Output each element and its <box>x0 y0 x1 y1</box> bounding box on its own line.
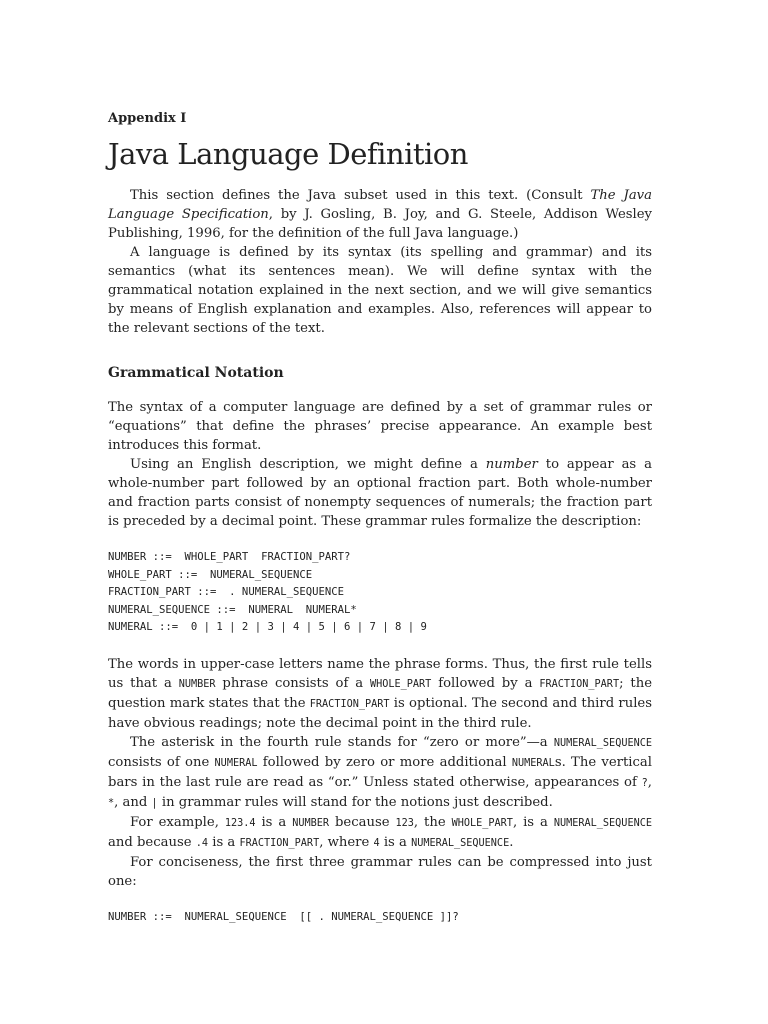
document-page <box>108 111 652 927</box>
section-heading: Grammatical Notation <box>108 365 284 381</box>
grammar-rule: WHOLE_PART ::= NUMERAL_SEQUENCE <box>108 568 313 581</box>
intro-paragraph-1: This section defines the Java subset used in this text. (Consult The Java Language Specification, by J. Gosling, B. Joy, and G. Steele, Addison Wesley Publishing, 1996, for the definition of the full Java language.) <box>108 188 652 241</box>
section-paragraph-6: For conciseness, the first three grammar rules can be compressed into just one: <box>108 854 652 889</box>
page-title: Java Language Definition <box>108 137 468 171</box>
section-paragraph-2: Using an English description, we might define a number to appear as a whole-number part followed by an optional fraction part. Both whole-number and fraction parts consist of nonempty sequences of numerals; the fraction part is preceded by a decimal point. These grammar rules formalize the description: <box>108 457 652 529</box>
intro-paragraph-2: A language is defined by its syntax (its spelling and grammar) and its semantics (what its sentences mean). We will define syntax with the grammatical notation explained in the next section, and we will give semantics by means of English explanation and examples. Also, references will appear to the relevant sections of the text. <box>108 245 652 336</box>
section-paragraph-4: The asterisk in the fourth rule stands for “zero or more”—a NUMERAL_SEQUENCE consists of one NUMERAL followed by zero or more additional NUMERALs. The vertical bars in the last rule are read as “or.” Unless stated otherwise, appearances of ?, *, and | in grammar rules will stand for the notions just described. <box>108 734 652 810</box>
compressed-grammar-rule: NUMBER ::= NUMERAL_SEQUENCE [[ . NUMERAL_SEQUENCE ]]? <box>108 910 459 923</box>
section-paragraph-1: The syntax of a computer language are defined by a set of grammar rules or “equations” that define the phrases’ precise appearance. An example best introduces this format. <box>108 400 652 453</box>
grammar-rule: FRACTION_PART ::= . NUMERAL_SEQUENCE <box>108 586 344 599</box>
section-paragraph-5: For example, 123.4 is a NUMBER because 123, the WHOLE_PART, is a NUMERAL_SEQUENCE and because .4 is a FRACTION_PART, where 4 is a NUMERAL_SEQUENCE. <box>108 814 652 850</box>
grammar-rule: NUMERAL ::= 0 | 1 | 2 | 3 | 4 | 5 | 6 | 7 | 8 | 9 <box>108 621 427 634</box>
section-paragraph-3: The words in upper-case letters name the phrase forms. Thus, the first rule tells us that a NUMBER phrase consists of a WHOLE_PART followed by a FRACTION_PART; the question mark states that the FRACTION_PART is optional. The second and third rules have obvious readings; note the decimal point in the third rule. <box>108 656 653 731</box>
appendix-label: Appendix I <box>108 111 187 126</box>
grammar-rule: NUMERAL_SEQUENCE ::= NUMERAL NUMERAL* <box>108 603 357 616</box>
grammar-rule: NUMBER ::= WHOLE_PART FRACTION_PART? <box>108 551 351 563</box>
